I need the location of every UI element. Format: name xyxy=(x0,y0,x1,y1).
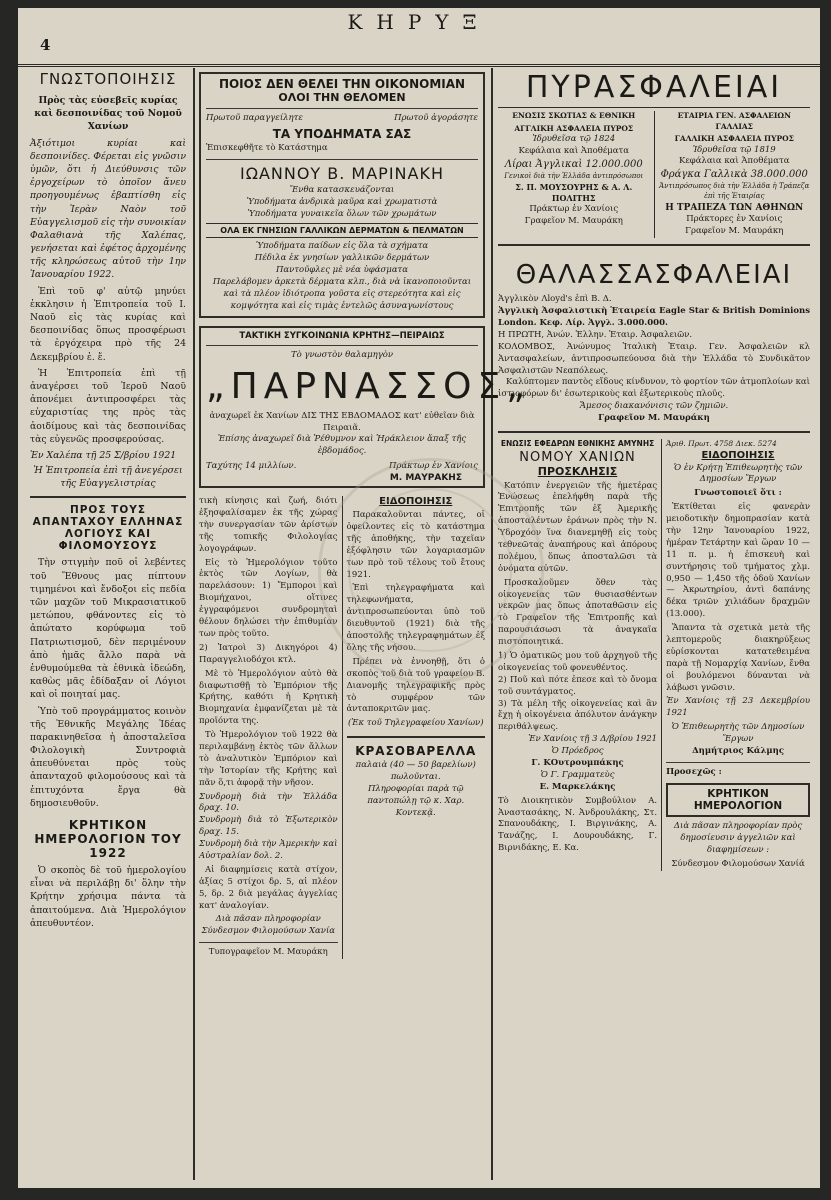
notice-date: Ἐν Χαλέπα τῇ 25 Σ/βρίου 1921 xyxy=(30,449,177,461)
insurer-capital: Φράγκα Γαλλικὰ 38.000.000 xyxy=(660,169,808,181)
article-paragraph: Μὲ τὸ Ἡμερολόγιον αὐτὸ θὰ διαφωτισθῇ τὸ Ἐμπόριον τῆς Κρήτης, καθότι ἡ Κρητικὴ Βιομηχανία ἐμφανίζεται μὲ τὰ προϊόντα της. xyxy=(199,668,338,727)
calendar-info: Διὰ πᾶσαν πληροφορίαν πρὸς δημοσίευσιν ἀγγελιῶν καὶ διαφημίσεων : xyxy=(673,820,803,855)
public-works-sign-label: Ὁ Ἐπιθεωρητὴς τῶν Δημοσίων Ἔργων xyxy=(671,722,805,745)
announcement-paragraph: Πρέπει νὰ ἐννοηθῇ, ὅτι ὁ σκοπὸς τοῦ διὰ τοῦ γραφείου Β. Διανομῆς τηλεγραφικῆς πρὸς τὸ συμφέρον τῶν ἀνταποκριτῶν μας. xyxy=(346,656,485,715)
article-paragraph: Τὸ Ἡμερολόγιον τοῦ 1922 θὰ περιλαμβάνῃ ἐκτὸς τῶν ἄλλων τὸ ἀναλυτικὸν Ἐμπόριον καὶ τὴν Ἱστορίαν τῆς Κρήτης καὶ πᾶν ὅ,τι ἀφορᾷ τὴν νῆσον. xyxy=(199,730,338,788)
shoe-advert xyxy=(199,72,485,318)
reservists-board: Τὸ Διοικητικὸν Συμβούλιον Α. Ἀναστασάκης, Ν. Ἀνδρουλάκης, Στ. Σπανουδάκης, Ι. Βιργινάκης, Α. Τανάζης, Ι. Δουρουδάκης, Γ. Βιρνιδάκης, Ε. Κα. xyxy=(498,795,658,854)
advert-shoes-heading: ΤΑ ΥΠΟΔΗΜΑΤΑ ΣΑΣ xyxy=(272,126,412,141)
column-middle xyxy=(199,68,531,1180)
right-split xyxy=(498,439,810,871)
article-subscription: Συνδρομὴ διὰ τὴν Ἀμερικὴν καὶ Αὐστραλίαν δολ. 2. xyxy=(199,839,338,861)
fire-insurer-left xyxy=(498,111,650,238)
marine-line: ΚΟΛΟΜΒΟΣ, Ἀνώνυμος Ἰταλικὴ Ἑταιρ. Γεν. Ἀσφαλειῶν κλ Ἀντασφαλείων, ἀντιπροσωπεύουσα διὰ τὴν Ἑλλάδα τὸ Συνδικᾶτον Ἀσφαλιστῶν Νεαπόλεως. xyxy=(498,341,810,376)
marine-line: Ἀγγλικὴ Ἀσφαλιστικὴ Ἑταιρεία Eagle Star & British Dominions London. Κεφ. Λίρ. Ἀγγλ. 3.000.000. xyxy=(498,306,810,329)
wine-barrels-line: Πληροφορίαι παρὰ τῷ παντοπώλῃ τῷ κ. Χαρ. Κοντεκᾷ. xyxy=(367,783,465,818)
fire-insurance-block xyxy=(498,107,810,238)
public-works-paragraph: Ἐκτίθεται εἰς φανερὰν μειοδοτικὴν δημοπρασίαν κατὰ τὴν 12ην Ἰανουαρίου 1922, ἡμέραν Τετάρτην καὶ ὥραν 10 — 11 π. μ. ἡ ἐπισκευὴ καὶ συντήρησις τοῦ τμήματος χλμ. 0,950 — 1,450 τῆς ὁδοῦ Χανίων — Ἀκρωτηρίου, ἀντὶ δαπάνης δέκα τριῶν χιλιάδων δραχμῶν (13.000). xyxy=(666,502,810,620)
announcement-signature: (Ἐκ τοῦ Τηλεγραφείου Χανίων) xyxy=(347,718,484,729)
notice-signature: Ἡ Ἐπιτροπεία ἐπὶ τῇ ἀνεγέρσει τῆς Εὐαγγελιστρίας xyxy=(33,465,183,490)
fire-insurer-right xyxy=(654,111,811,238)
insurer-company: ΑΓΓΛΙΚΗ ΑΣΦΑΛΕΙΑ ΠΥΡΟΣ xyxy=(514,123,634,133)
article-subscription: Συνδρομὴ διὰ τὸ Ἐξωτερικὸν δραχ. 15. xyxy=(199,815,338,838)
wine-barrels-line: παλαιὰ (40 — 50 βαρελίων) πωλοῦνται. xyxy=(355,760,476,783)
article-paragraph: Διὰ πᾶσαν πληροφορίαν Σύνδεσμον Φιλομούσων Χανία xyxy=(201,914,336,937)
announcement-paragraph: Παρακαλοῦνται πάντες, οἱ ὀφείλοντες εἰς τὸ κατάστημα τῆς ἀποθήκης, τὴν ταχεῖαν ἐξόφλησιν τῶν λογαριασμῶν των πρὸ τοῦ τέλους τοῦ ἔτους 1921. xyxy=(346,510,485,580)
ship-advert xyxy=(199,326,531,488)
insurer-capital-label: Κεφάλαια καὶ Ἀποθέματα xyxy=(518,145,629,156)
appeal-paragraph: Τὴν στιγμὴν ποῦ οἱ λεβέντες τοῦ Ἔθνους μας πίπτουν τιμημένοι καὶ ἔνδοξοι εἰς πεδία τῶν μαχῶν τοῦ Μικρασιατικοῦ μετώπου, φθάνοντες εἰς τὸ ἀπώτατο κορύφωμα τοῦ Πατριωτισμοῦ, δὲν περιμένουν ἀπὸ ἡμᾶς ἄλλο παρὰ νὰ ἐνθυμούμεθα τὰ ἐθνικὰ ἰδεώδη, καθὼς μᾶς ἐδίδαξαν οἱ Λόγιοι καὶ οἱ ποιηταί μας. xyxy=(30,557,186,701)
calendar-heading: ΚΡΗΤΙΚΟΝ ΗΜΕΡΟΛΟΓΙΟΝ ΤΟΥ 1922 xyxy=(34,818,182,860)
notice-paragraph: Ἡ Ἐπιτροπεία ἐπὶ τῇ ἀναγέρσει τοῦ Ἱεροῦ Ναοῦ ἀπονέμει ἀντιπροσφέρει τὰς εὐχαριστίας της πρὸς τὰς ἀοιδίμους καὶ τὰς δεσποινίδας τὰς εὐγενῶς προσφερούσας. xyxy=(30,367,186,445)
article-paragraph: Αἱ διαφημίσεις κατὰ στίχον, ἀξίας 5 στίχοι δρ. 5, αἱ πλέον 5, δρ. 2 διὰ μεγάλας ἀγγελίας κατ' ἀναλογίαν. xyxy=(199,864,338,911)
notice-paragraph: Ἐπὶ τοῦ φ' αὐτῷ μηνύει ἐκκλησιν ἡ Ἐπιτροπεία τοῦ Ι. Ναοῦ εἰς τὰς κυρίας καὶ δεσποινίδας ὅπως προσφέρωσι τὰ ἐργόχειρα πρὸ τῆς 24 Δεκεμβρίου ἐ. ἔ. xyxy=(30,285,186,363)
insurer-capital: Λίραι Ἀγγλικαὶ 12.000.000 xyxy=(504,158,643,170)
insurer-company: ΓΑΛΛΙΚΗ ΑΣΦΑΛΕΙΑ ΠΥΡΟΣ xyxy=(674,134,794,143)
advert-line: Παντοῦφλες μὲ νέα ὑφάσματα xyxy=(276,265,408,276)
ship-agent: Πράκτωρ ἐν Χανίοις xyxy=(389,461,478,472)
advert-line: Ἔνθα κατασκευάζονται xyxy=(289,184,395,195)
marine-line: Ἄμεσος διακανόνισις τῶν ζημιῶν. xyxy=(579,401,729,412)
column-rule xyxy=(491,68,493,1180)
newspaper-title: ΚΗΡΥΞ xyxy=(347,10,491,34)
insurer-year: Ἱδρυθεῖσα τῷ 1824 xyxy=(532,134,616,144)
public-works-intro: Ὁ ἐν Κρήτῃ Ἐπιθεωρητὴς τῶν Δημοσίων Ἔργων xyxy=(673,462,803,485)
reservists-secretary: Ε. Μαρκελάκης xyxy=(539,781,616,792)
insurer-year: Ἱδρυθεῖσα τῷ 1819 xyxy=(692,144,776,155)
insurer-capital-label: Κεφάλαια καὶ Ἀποθέματα xyxy=(678,156,790,167)
insurer-agent: Πράκτορες ἐν Χανίοις xyxy=(686,214,783,225)
advert-line: Ὑποδήματα γυναικεῖα ὅλων τῶν χρωμάτων xyxy=(247,208,437,219)
advert-heading: ΠΟΙΟΣ ΔΕΝ ΘΕΛΕΙ ΤΗΝ ΟΙΚΟΝΟΜΙΑΝ xyxy=(218,77,466,91)
insurer-rep: Η ΤΡΑΠΕΖΑ ΤΩΝ ΑΘΗΝΩΝ xyxy=(665,202,804,213)
advert-shop-name: ΙΩΑΝΝΟΥ Β. ΜΑΡΙΝΑΚΗ xyxy=(240,163,444,183)
column-right xyxy=(498,68,810,1180)
announcement-heading: ΕΙΔΟΠΟΙΗΣΙΣ xyxy=(379,496,453,508)
notice-heading: ΓΝΩΣΤΟΠΟΙΗΣΙΣ xyxy=(39,70,177,88)
ship-agent-name: Μ. ΜΑΥΡΑΚΗΣ xyxy=(389,473,462,484)
ship-name: „ΠΑΡΝΑΣΣΟΣ„ xyxy=(206,365,531,407)
insurer-title: ΕΤΑΙΡΙΑ ΓΕΝ. ΑΣΦΑΛΕΙΩΝ ΓΑΛΛΙΑΣ xyxy=(677,111,791,131)
calendar-paragraph: Ὁ σκοπὸς δὲ τοῦ ἡμερολογίου εἶναι νὰ περιλάβῃ δι' ὅλην τὴν Κρήτην χρήσιμα πάντα τὰ ἀπαιτούμενα. Διὰ Ἡμερολόγιον ἀπευθυντέον. xyxy=(30,865,186,929)
advert-line: Πέδιλα ἐκ γνησίων γαλλικῶν δερμάτων xyxy=(254,253,430,264)
reservists-item: 3) Τὰ μέλη τῆς οἰκογενείας καὶ ἂν ἔχῃ ἡ οἰκογένεια ἀπόλυτον ἀνάγκην περιθάλψεως. xyxy=(498,698,658,733)
advert-line: Παρελάβομεν ἀρκετὰ δέρματα κλπ., διὰ νὰ ἱκανοποιοῦνται καὶ τὰ πλέον ἰδιότροπα γοῦστα εἰς στερεότητα καὶ εἰς κομψότητα καὶ εἰς τιμὰς ἐντελῶς ἀσυναγωνίστους xyxy=(212,277,472,311)
insurer-rep: Σ. Π. ΜΟΥΣΟΥΡΗΣ & Α. Λ. ΠΟΛΙΤΗΣ xyxy=(515,181,633,203)
column-rule xyxy=(193,68,195,1180)
reservists-president-label: Ὁ Πρόεδρος xyxy=(551,746,604,757)
insurer-office: Γραφεῖον Μ. Μαυράκη xyxy=(524,215,623,226)
advert-line: Ὑποδήματα ἀνδρικὰ μαῦρα καὶ χρωματιστὰ xyxy=(246,196,438,207)
marine-line: Η ΠΡΩΤΗ, Ἀνών. Ἑλλην. Ἑταιρ. Ἀσφαλειῶν. xyxy=(498,329,693,340)
insurer-title: ΕΝΩΣΙΣ ΣΚΩΤΙΑΣ & ΕΘΝΙΚΗ xyxy=(512,111,636,120)
insurer-rep-label: Γενικοὶ διὰ τὴν Ἑλλάδα ἀντιπρόσωποι xyxy=(504,171,644,180)
reservists-president: Γ. ΚΟυτρουμπάκης xyxy=(531,758,624,769)
reservists-heading: ΕΝΩΣΙΣ ΕΦΕΔΡΩΝ ΕΘΝΙΚΗΣ ΑΜΥΝΗΣ xyxy=(500,439,655,449)
ship-speed: Ταχύτης 14 μιλλίων. xyxy=(206,461,297,472)
public-works-ref: Ἀριθ. Πρωτ. 4758 Διεκ. 5274 xyxy=(666,439,777,449)
ship-text: Ἐπίσης ἀναχωρεῖ διὰ Ῥέθυμνον καὶ Ἡράκλειον ἅπαξ τῆς ἑβδομάδος. xyxy=(217,434,467,457)
calendar-article xyxy=(199,496,338,959)
marine-line: Καλύπτομεν παντὸς εἴδους κίνδυνον, τὸ φορτίον τῶν ἀτμοπλοίων καὶ ἱστιοφόρων δι' ἐσωτερικοὺς καὶ ἐξωτερικοὺς πλοῦς. xyxy=(498,377,810,400)
calendar-contact: Σύνδεσμον Φιλομούσων Χανίά xyxy=(671,859,805,870)
ship-text: ἀναχωρεῖ ἐκ Χανίων ΔΙΣ ΤΗΣ ΕΒΔΟΜΑΔΟΣ κατ' εὐθεῖαν διὰ Πειραιᾶ. xyxy=(209,410,475,433)
notice-intro: Πρὸς τὰς εὐσεβεῖς κυρίας καὶ δεσποινίδας τοῦ Νομοῦ Χανίων xyxy=(34,95,182,133)
reservists-item: 2) Ποῦ καὶ πότε ἐπεσε καὶ τὸ ὄνομα τοῦ συντάγματος. xyxy=(498,674,658,697)
marine-insurance-heading: ΘΑΛΑΣΣΑΣΦΑΛΕΙΑΙ xyxy=(515,260,793,291)
reservists-notice xyxy=(498,439,657,871)
marine-office: Γραφεῖον Μ. Μαυράκη xyxy=(598,413,710,424)
calendar-soon-label: Προσεχῶς : xyxy=(666,766,722,777)
ship-heading: ΤΑΚΤΙΚΗ ΣΥΓΚΟΙΝΩΝΙΑ ΚΡΗΤΗΣ—ΠΕΙΡΑΙΩΣ xyxy=(239,330,445,341)
reservists-item: 1) Ὁ ὀματικῶς μου τοῦ ἀρχηγοῦ τῆς οἰκογενείας τοῦ φονευθέντος. xyxy=(498,651,658,673)
marine-line: Ἀγγλικὸν Λloyd's ἐπὶ Β. Δ. xyxy=(498,294,612,305)
appeal-heading: ΠΡΟΣ ΤΟΥΣ ΑΠΑΝΤΑΧΟΥ ΕΛΛΗΝΑΣ ΛΟΓΙΟΥΣ ΚΑΙ ΦΙΛΟΜΟΥΣΟΥΣ xyxy=(32,504,184,553)
advert-line: Ὑποδήματα παίδων εἰς ὅλα τὰ σχήματα xyxy=(255,241,429,252)
advert-subheading: ΟΛΟΙ ΤΗΝ ΘΕΛΟΜΕΝ xyxy=(278,91,406,104)
reservists-paragraph: Κατόπιν ἐνεργειῶν τῆς ἡμετέρας Ἑνώσεως ἐπελήφθη παρὰ τῆς Ἐπιτροπῆς τῶν ἐξ Ἀμερικῆς ἀποσταλέντων ἐράνων πρὸς τὴν Ν. Ὑδροχόον ἵνα διανεμηθῇ εἰς τοὺς τεθνεῶτας ἀναπήρους καὶ ἀπόρους πολέμου, ὅπως ἀποσταλῶσι τὰ ὀνόματα αὐτῶν. xyxy=(498,480,658,574)
wine-barrels-heading: ΚΡΑΣΟΒΑΡΕΛΛΑ xyxy=(355,744,477,759)
masthead xyxy=(18,8,820,67)
calendar-box: ΚΡΗΤΙΚΟΝ ΗΜΕΡΟΛΟΓΙΟΝ xyxy=(666,783,810,817)
advert-side-left: Πρωτοῦ παραγγείλητε xyxy=(206,113,303,123)
insurer-rep-label: Ἀντιπρόσωπος διὰ τὴν Ἑλλάδα ἡ Τράπεζα ἐπὶ τῆς Ἑταιρίας xyxy=(659,182,810,201)
fire-insurance-heading: ΠΥΡΑΣΦΑΛΕΙΑΙ xyxy=(525,70,783,105)
ship-intro: Τὸ γνωστὸν θαλαμηγὸν xyxy=(290,349,394,360)
newspaper-page xyxy=(18,8,820,1188)
insurer-office: Γραφεῖον Μ. Μαυράκη xyxy=(685,226,784,237)
reservists-call: ΠΡΟΣΚΛΗΣΙΣ xyxy=(537,464,618,478)
article-subscription: Συνδρομὴ διὰ τὴν Ἑλλάδα δραχ. 10. xyxy=(199,791,338,814)
reservists-subheading: ΝΟΜΟΥ ΧΑΝΙΩΝ xyxy=(519,449,636,465)
article-paragraph: τικὴ κίνησις καὶ ζωή, διότι ἐξησφαλίσαμεν ἐκ τῆς χώρας τὴν συνεργασίαν τῶν ἀρίστων τῆς τοπικῆς Φιλολογίας λογογράφων. xyxy=(199,496,338,554)
reservists-paragraph: Προσκαλοῦμεν ὅθεν τὰς οἰκογενείας τῶν θυσιασθέντων νεκρῶν μας ὅπως ἀποταθῶσιν εἰς τὸ Γραφεῖον τῆς Ἐπιτροπῆς καὶ παρουσιάσωσι τὰ ἀναγκαῖα πιστοποιητικά. xyxy=(498,577,658,648)
page-number: 4 xyxy=(40,36,51,54)
public-works-notice xyxy=(661,439,810,871)
advert-visit: Ἐπισκεφθῆτε τὸ Κατάστημα xyxy=(206,142,328,153)
announcement xyxy=(342,496,486,959)
announcement-paragraph: Ἐπὶ τηλεγραφήματα καὶ τηλεφωνήματα, ἀντιπροσωπεύονται ὑπὸ τοῦ διευθυντοῦ (1921) διὰ τῆς ἀποστολῆς τηλεγραφημάτων ἐξ ὅλης τῆς νήσου. xyxy=(346,583,485,653)
advert-side-right: Πρωτοῦ ἀγοράσητε xyxy=(394,113,478,123)
reservists-secretary-label: Ὁ Γ. Γραμματεὺς xyxy=(540,769,615,780)
insurer-agent: Πράκτωρ ἐν Χανίοις xyxy=(529,203,619,214)
middle-split xyxy=(199,496,485,959)
advert-leather-bar: ΟΛΑ ΕΚ ΓΝΗΣΙΩΝ ΓΑΛΛΙΚΩΝ ΔΕΡΜΑΤΩΝ & ΠΕΛΜΑΤΩΝ xyxy=(206,223,478,238)
reservists-date: Ἐν Χανίοις τῇ 3 Δ/βρίου 1921 xyxy=(528,734,658,745)
public-works-date: Ἐν Χανίοις τῇ 23 Δεκεμβρίου 1921 xyxy=(666,696,810,719)
article-footer: Τυπογραφεῖον Μ. Μαυράκη xyxy=(208,947,328,958)
public-works-sign: Δημήτριος Κάλμης xyxy=(692,746,784,757)
appeal-paragraph: Ὑπὸ τοῦ προγράμματος κοινὸν τῆς Ἐθνικῆς Μεγάλης Ἰδέας παρακινηθεῖσα ἡ ἀποσταλεῖσα Φιλολογικὴ Συντροφιὰ ἀπευθύνεται πρὸς τοὺς ἁπανταχοῦ φιλομούσους καὶ τὰ ἐπιτυχόντα ἔργα θὰ δημοσιευθοῦν. xyxy=(30,705,186,809)
column-left xyxy=(30,68,186,1180)
notice-paragraph: Ἀξιότιμοι κυρίαι καὶ δεσποινίδες. Φέρεται εἰς γνῶσιν ὑμῶν, ὅτι ἡ Διεύθυνσις τῶν ἐργοχείρων τὸ ὁποῖον ἄνευ προηγουμένως ἐβαπτίσθη εἰς τὴν Ἱερὰν Ναὸν τοῦ Εὐαγγελισμοῦ εἰς τὴν συνοικίαν Φαλαθιανὰ τῆς Χαλέπας, γενήσεται καὶ ἐφέτος ἀρχομένης τῆς κληρώσεως αὐτοῦ τὴν 1ην Ἰανουαρίου 1922. xyxy=(30,137,186,281)
public-works-sub: Γνωστοποιεῖ ὅτι : xyxy=(694,488,782,499)
public-works-paragraph: Ἅπαντα τὰ σχετικὰ μετὰ τῆς λεπτομεροῦς διακηρύξεως εὑρίσκονται κατατεθειμένα παρὰ τῇ Νομαρχίᾳ Χανίων, ἔνθα οἱ βουλόμενοι δύνανται νὰ λάβωσι γνῶσιν. xyxy=(666,623,810,693)
article-list: 2) Ἰατροὶ 3) Δικηγόροι 4) Παραγγελιοδόχοι κτλ. xyxy=(199,642,338,665)
article-paragraph: Εἰς τὸ Ἡμερολόγιον τοῦτο ἐκτὸς τῶν Λογίων, θὰ παρελάσουν: 1) Ἔμποροι καὶ Βιομήχανοι, οἵτινες ἐγγραφόμενοι συνδρομηταὶ θέλουν δηλώσει τὴν ἐπιθυμίαν των πρὸς τοῦτο. xyxy=(199,557,338,639)
public-works-heading: ΕΙΔΟΠΟΙΗΣΙΣ xyxy=(701,449,775,461)
